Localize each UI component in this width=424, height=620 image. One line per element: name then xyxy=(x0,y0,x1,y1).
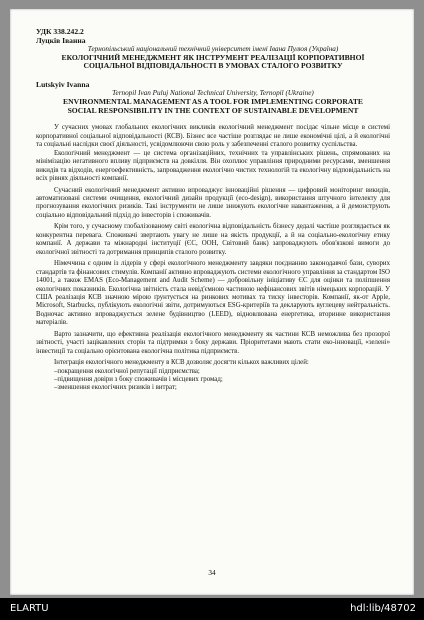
list-item: –підвищення довіри з боку споживачів і місцевих громад; xyxy=(54,376,223,384)
author-name-en: Lutskyiv Ivanna xyxy=(36,80,90,90)
repository-footer-bar xyxy=(0,598,424,620)
body-paragraph: Сучасний екологічний менеджмент активно впроваджує інноваційні рішення — цифровий моніторинг викидів, автоматизовані системи очищення, екологічний дизайн продукції (eco-design), використання штучного інтелекту для прогнозування екологічних ризиків. Такі інструменти не лише знижують екологічне навантаження, а й демонструють соціально відповідальний підхід до інвесторів і споживачів. xyxy=(36,186,390,219)
body-paragraph: Екологічний менеджмент — це система організаційних, технічних та управлінських рішень, спрямованих на мінімізацію негативного впливу підприємств на довкілля. Він охоплює управління природними ресурсами, зменшення викидів та відходів, енергоефективність, запровадження екологічно чистих технологій та екологічну відповідальність на всіх рівнях діяльності компанії. xyxy=(36,149,390,183)
affiliation-en: Ternopil Ivan Puluj National Technical University, Ternopil (Ukraine) xyxy=(112,89,314,98)
udk-code: УДК 338.242.2 xyxy=(36,27,84,36)
list-item: –покращення екологічної репутації підприємства; xyxy=(54,367,200,375)
title-en: ENVIRONMENTAL MANAGEMENT AS A TOOL FOR IMPLEMENTING CORPORATE SOCIAL RESPONSIBILITY IN THE CONTEXT OF SUSTAINABLE DEVELOPMENT xyxy=(63,96,363,115)
body-paragraph: Інтеграція екологічного менеджменту в КСВ дозволяє досягти кількох важливих цілей: xyxy=(54,359,309,367)
body-paragraph: Німеччина є одним із лідерів у сфері екологічного менеджменту завдяки поєднанню законодавчої бази, суворих стандартів та фінансових стимулів. Компанії активно впроваджують системи екологічного управління за стандартом ISO 14001, а також EMAS (Eco-Management and Audit Scheme) — добровільну ініціативу ЄС для оцінки та поліпшення екологічних показників. Екологічна звітність стала невід'ємною частиною нефінансових звітів німецьких корпорацій. У США реалізація КСВ значною мірою ґрунтується на ринкових мотивах та тиску інвесторів. Компанії, як-от Apple, Microsoft, Starbucks, публікують екологічні звіти, дотримуються ESG-критеріїв та декларують вуглецеву нейтральність. Водночас активно впроваджується зелене будівництво (LEED), відновлювана енергетика, вторинне використання матеріалів. xyxy=(36,260,390,327)
body-paragraph: Крім того, у сучасному глобалізованому світі екологічна відповідальність бізнесу дедалі частіше розглядається як конкурентна перевага. Споживачі звертають увагу не лише на якість продукції, а й на соціально-екологічну етику компанії. А держави та міжнародні інституції (ЄС, ООН, Світовий банк) запроваджують обов'язкові вимоги до екологічної звітності та дотримання принципів сталого розвитку. xyxy=(36,223,390,256)
author-name-uk: Луцків Іванна xyxy=(36,36,86,45)
document-page xyxy=(10,9,414,595)
repository-name: ELARTU xyxy=(10,603,49,614)
affiliation-uk: Тернопільський національний технічний університет імені Івана Пулюя (Україна) xyxy=(87,45,339,53)
title-uk: ЕКОЛОГІЧНИЙ МЕНЕДЖМЕНТ ЯК ІНСТРУМЕНТ РЕАЛІЗАЦІЇ КОРПОРАТИВНОЇ СОЦІАЛЬНОЇ ВІДПОВІДАЛЬНОСТІ В УМОВАХ СТАЛОГО РОЗВИТКУ xyxy=(61,52,365,71)
body-paragraph: У сучасних умовах глобальних екологічних викликів екологічний менеджмент посідає чільне місце в системі корпоративної соціальної відповідальності (КСВ). Бізнес все частіше розглядає не лише економічні цілі, а й екологічні та соціальні наслідки своєї діяльності, усвідомлюючи свою роль у забезпеченні сталого розвитку суспільства. xyxy=(36,124,390,149)
page-number: 34 xyxy=(208,569,216,577)
spacer xyxy=(36,71,390,80)
list-item: –зменшення екологічних ризиків і витрат; xyxy=(54,384,177,392)
body-paragraph: Варто зазначити, що ефективна реалізація екологічного менеджменту як частини КСВ неможлива без прозорої звітності, участі зацікавлених сторін та підтримки з боку держави. Пріоритетами мають стати еко-інновації, «зелені» інвестиції та соціально орієнтована екологічна політика підприємств. xyxy=(36,330,390,355)
page-content xyxy=(36,27,390,393)
handle-link[interactable]: hdl:lib/48702 xyxy=(350,603,416,614)
spacer xyxy=(36,115,390,124)
